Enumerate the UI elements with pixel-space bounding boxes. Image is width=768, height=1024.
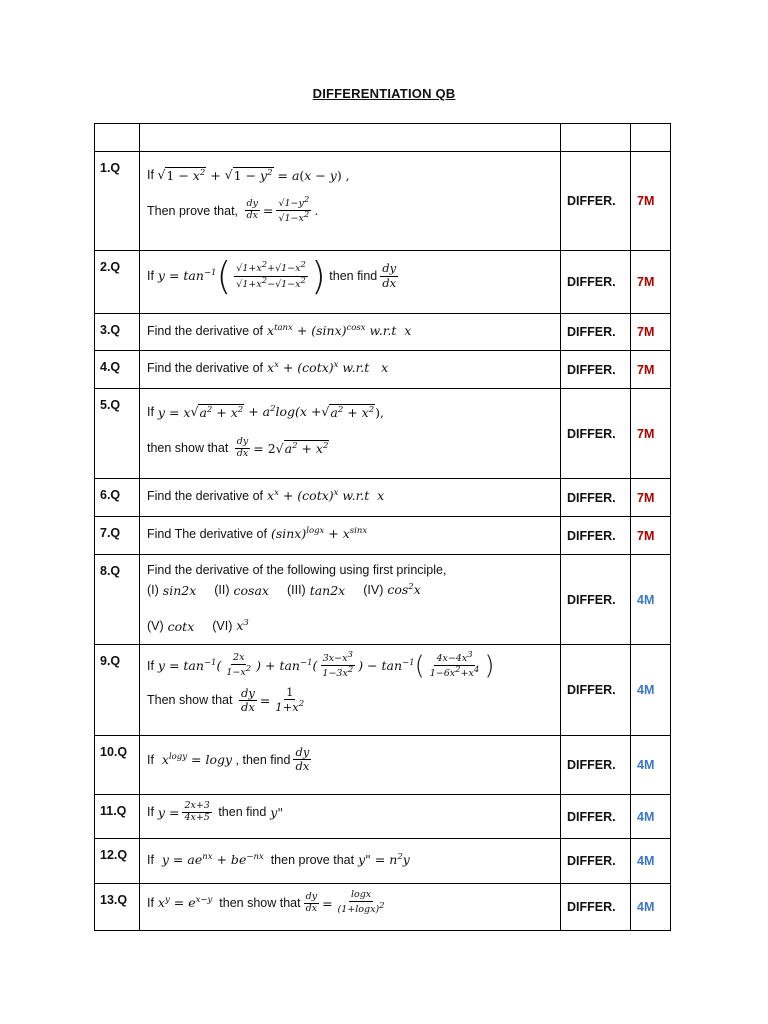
question-table xyxy=(94,123,671,931)
marks-label: 7M xyxy=(631,351,671,389)
marks-label: 4M xyxy=(631,839,671,884)
marks-label: 4M xyxy=(631,884,671,931)
item-label: (I) xyxy=(147,583,159,597)
table-row xyxy=(95,795,671,839)
header-cell xyxy=(140,124,561,152)
question-label: Find the derivative of xyxy=(147,489,264,503)
category-label: DIFFER. xyxy=(561,517,631,555)
table-row xyxy=(95,555,671,645)
marks-label: 4M xyxy=(631,736,671,795)
category-label: DIFFER. xyxy=(561,351,631,389)
question-number: 10.Q xyxy=(95,736,140,795)
header-cell xyxy=(561,124,631,152)
then-prove-label: Then prove that, xyxy=(147,203,239,218)
math-expression: $\frac{dy}{dx}$ xyxy=(236,436,249,459)
question-text: If $√1 - x^2$ + $√1 - y^2$ = a(x − y) , Then prove that, $\frac{dy}{dx}$ = $\frac{√1-y^2}{√1-x^2}$ . xyxy=(140,152,561,251)
question-text: Find the derivative of $x^{tanx} + (\sin x)^{cosx}$ w.r.t x xyxy=(140,314,561,351)
then-find-label: then find xyxy=(218,805,267,820)
category-label: DIFFER. xyxy=(561,645,631,736)
math-expression: $√a^2 + x^2$ xyxy=(190,404,244,420)
question-number: 12.Q xyxy=(95,839,140,884)
marks-label: 7M xyxy=(631,152,671,251)
category-label: DIFFER. xyxy=(561,389,631,479)
question-text: If $y = ae^{nx} + be^{-nx}$ then prove that y" = $n^2y$ xyxy=(140,839,561,884)
category-label: DIFFER. xyxy=(561,839,631,884)
math-expression: $\frac{2x}{1-x^2}$ xyxy=(226,651,252,678)
question-text: If $x^{logy} = \log y$ , then find $\frac{dy}{dx}$ xyxy=(140,736,561,795)
category-label: DIFFER. xyxy=(561,795,631,839)
item-label: (IV) xyxy=(363,583,384,597)
marks-label: 4M xyxy=(631,795,671,839)
category-label: DIFFER. xyxy=(561,251,631,314)
then-show-label: Then show that xyxy=(147,693,233,708)
then-show-label: then show that xyxy=(219,896,301,910)
question-number: 2.Q xyxy=(95,251,140,314)
math-expression: $\frac{dy}{dx}$ xyxy=(382,261,397,290)
question-number: 13.Q xyxy=(95,884,140,931)
header-cell xyxy=(631,124,671,152)
math-expression: $\frac{4x-4x^3}{1-6x^2+x^4}$ xyxy=(429,650,480,680)
item-label: (II) xyxy=(214,583,230,597)
page-title: DIFFERENTIATION QB xyxy=(312,86,456,101)
if-label: If xyxy=(147,896,154,910)
math-expression: $\frac{√1-y^2}{√1-x^2}$ xyxy=(278,195,310,225)
question-label: Find the derivative of xyxy=(147,361,264,375)
question-label: Find the derivative of the following using first principle, xyxy=(147,563,447,577)
question-text: Find the derivative of the following using first principle, (I) sin2x (II) cosax (III) tan2x (IV) $\cos^2x$ (V) cotx (VI) $x^3$ xyxy=(140,555,561,645)
table-row xyxy=(95,479,671,517)
question-number: 11.Q xyxy=(95,795,140,839)
header-cell xyxy=(95,124,140,152)
table-row xyxy=(95,517,671,555)
item-label: (III) xyxy=(286,583,306,597)
then-find-label: , then find xyxy=(235,752,291,767)
category-label: DIFFER. xyxy=(561,152,631,251)
math-expression: $√1 - x^2$ xyxy=(157,167,206,183)
math-expression: $√1 - y^2$ xyxy=(224,167,273,183)
question-number: 4.Q xyxy=(95,351,140,389)
if-label: If xyxy=(147,658,154,673)
marks-label: 7M xyxy=(631,314,671,351)
if-label: If xyxy=(147,269,154,283)
marks-label: 4M xyxy=(631,555,671,645)
question-text: If $y = \tan^{-1}$( $\frac{2x}{1-x^2}$ ) + $\tan^{-1}$( $\frac{3x-x^3}{1-3x^2}$ ) − $\tan^{-1}$ ( $\frac{4x-4x^3}{1-6x^2+x^4}$ ) Then show that $\frac{dy}{dx}$ = $\frac{1}{1+x^2}$ xyxy=(140,645,561,736)
math-expression: $\frac{dy}{dx}$ xyxy=(246,198,258,222)
category-label: DIFFER. xyxy=(561,314,631,351)
table-row xyxy=(95,389,671,479)
question-text: If $x^y = e^{x-y}$ then show that $\frac{dy}{dx}$ = $\frac{\log x}{(1+\log x)^2}$ xyxy=(140,884,561,931)
math-expression: $\frac{2x+3}{4x+5}$ xyxy=(184,800,210,823)
if-label: If xyxy=(147,168,154,182)
table-row xyxy=(95,351,671,389)
math-expression: $\frac{dy}{dx}$ xyxy=(240,685,255,714)
question-text: Find The derivative of $(\sin x)^{logx} + x^{sinx}$ xyxy=(140,517,561,555)
table-row xyxy=(95,884,671,931)
question-number: 3.Q xyxy=(95,314,140,351)
table-row xyxy=(95,152,671,251)
question-number: 7.Q xyxy=(95,517,140,555)
if-label: If xyxy=(147,752,154,767)
table-row xyxy=(95,736,671,795)
question-text: Find the derivative of $x^x + (\cot x)^x$ w.r.t x xyxy=(140,479,561,517)
math-expression: $\frac{√1+x^2+√1-x^2}{√1+x^2-√1-x^2}$ xyxy=(236,260,306,290)
question-text: Find the derivative of $x^x + (\cot x)^x$ w.r.t x xyxy=(140,351,561,389)
if-label: If xyxy=(147,853,154,867)
category-label: DIFFER. xyxy=(561,555,631,645)
marks-label: 7M xyxy=(631,389,671,479)
math-expression: $\frac{1}{1+x^2}$ xyxy=(275,685,305,715)
math-expression: $√a^2 + x^2$ xyxy=(275,440,329,456)
category-label: DIFFER. xyxy=(561,479,631,517)
marks-label: 7M xyxy=(631,251,671,314)
question-text: If y = $\frac{2x+3}{4x+5}$ then find y" xyxy=(140,795,561,839)
question-text: If y = x $√a^2 + x^2$ + $a^2\log(x$ + $√a^2 + x^2$ ), then show that $\frac{dy}{dx}$ = 2 $√a^2 + x^2$ xyxy=(140,389,561,479)
question-text: If $y = \tan^{-1}$ ( $\frac{√1+x^2+√1-x^2}{√1+x^2-√1-x^2}$ ) then find $\frac{dy}{dx}$ xyxy=(140,251,561,314)
table-header-row xyxy=(95,124,671,152)
table-row xyxy=(95,645,671,736)
category-label: DIFFER. xyxy=(561,736,631,795)
then-prove-label: then prove that xyxy=(270,853,355,867)
table-row xyxy=(95,839,671,884)
marks-label: 7M xyxy=(631,479,671,517)
question-number: 5.Q xyxy=(95,389,140,479)
if-label: If xyxy=(147,405,154,419)
table-row xyxy=(95,251,671,314)
then-show-label: then show that xyxy=(147,441,229,456)
question-number: 6.Q xyxy=(95,479,140,517)
then-find-label: then find xyxy=(329,269,378,283)
question-number: 1.Q xyxy=(95,152,140,251)
item-label: (V) xyxy=(147,619,164,633)
category-label: DIFFER. xyxy=(561,884,631,931)
if-label: If xyxy=(147,805,154,820)
question-number: 8.Q xyxy=(95,555,140,645)
item-label: (VI) xyxy=(212,619,233,633)
math-expression: $\frac{3x-x^3}{1-3x^2}$ xyxy=(322,650,354,680)
math-expression: $\frac{dy}{dx}$ xyxy=(305,890,318,914)
question-label: Find the derivative of xyxy=(147,324,264,338)
table-row xyxy=(95,314,671,351)
math-expression: $\frac{dy}{dx}$ xyxy=(295,745,310,774)
marks-label: 4M xyxy=(631,645,671,736)
math-expression: $√a^2 + x^2$ xyxy=(321,404,375,420)
marks-label: 7M xyxy=(631,517,671,555)
question-label: Find The derivative of xyxy=(147,527,267,541)
question-number: 9.Q xyxy=(95,645,140,736)
math-expression: $\frac{\log x}{(1+\log x)^2}$ xyxy=(337,889,385,916)
